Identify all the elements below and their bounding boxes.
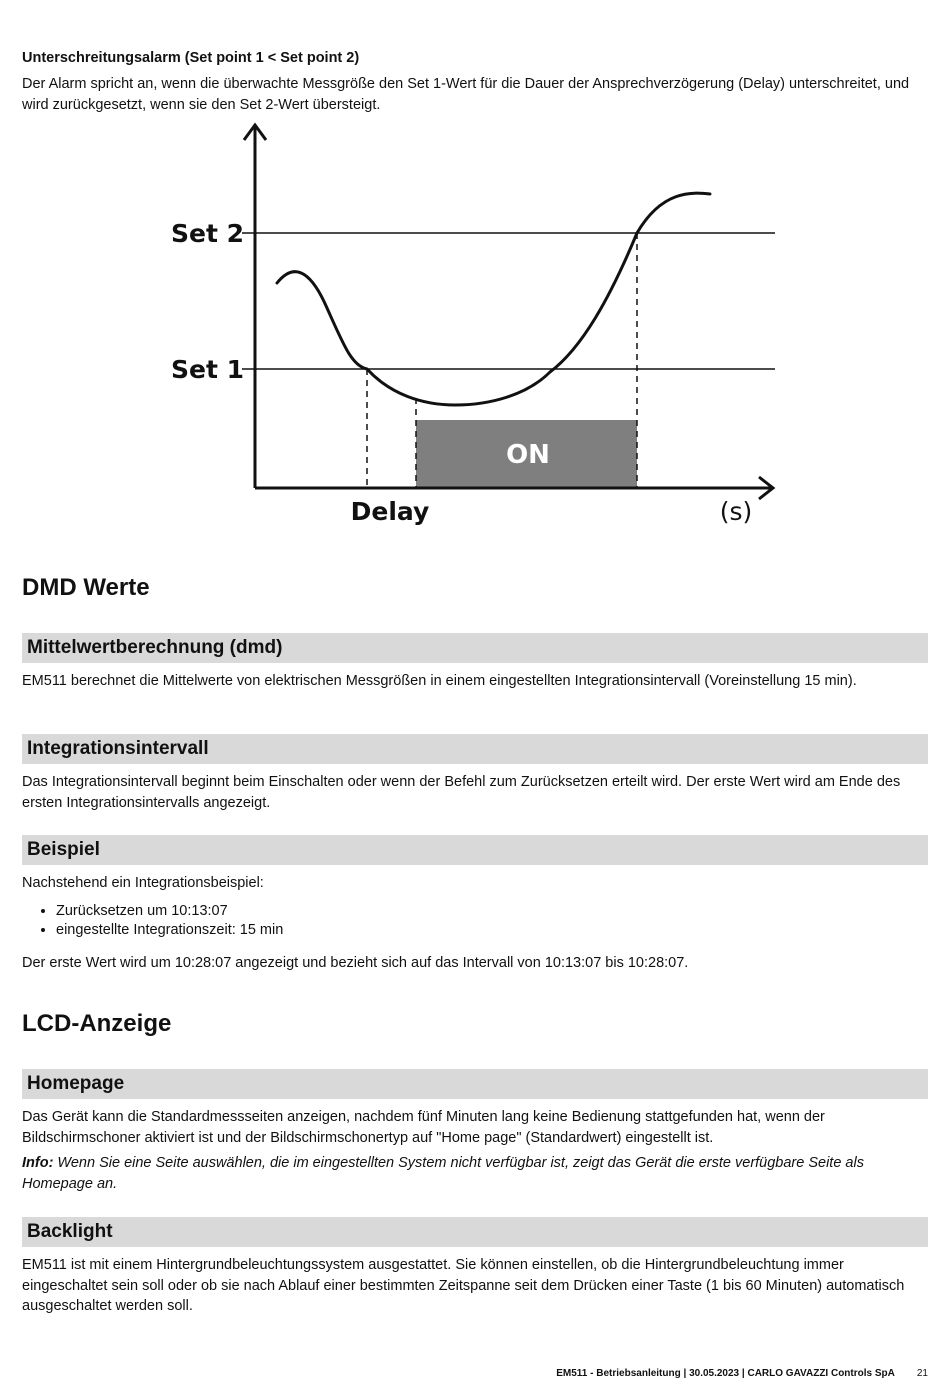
integration-text: Das Integrationsintervall beginnt beim Einschalten oder wenn der Befehl zum Zurücksetzen erteilt wird. Der erste Wert wird am Ende des ersten Integrationsintervalls angezeigt. [22, 774, 901, 811]
delay-label: Delay [350, 497, 430, 526]
info-label: Info: [22, 1155, 54, 1171]
homepage-info-note [22, 1153, 922, 1194]
measurement-curve [277, 193, 710, 405]
list-item: • eingestellte Integrationszeit: 15 min [56, 921, 283, 940]
lcd-section-title: LCD-Anzeige [22, 1010, 172, 1037]
beispiel-result: Der erste Wert wird um 10:28:07 angezeigt und bezieht sich auf das Intervall von 10:13:07 bis 10:28:07. [22, 955, 689, 971]
set2-label: Set 2 [171, 219, 245, 248]
alarm-description: Der Alarm spricht an, wenn die überwachte Messgröße den Set 1-Wert für die Dauer der Ansprechverzögerung (Delay) unterschreitet, und wird zurückgesetzt, wenn sie den Set 2-Wert übersteigt. [22, 76, 910, 113]
dmd-section-title: DMD Werte [22, 574, 150, 601]
backlight-heading: Backlight [22, 1217, 928, 1247]
beispiel-list [22, 902, 283, 940]
seconds-unit-label: (s) [719, 497, 753, 526]
homepage-text: Das Gerät kann die Standardmessseiten anzeigen, nachdem fünf Minuten lang keine Bedienung stattgefunden hat, wenn der Bildschirmschoner aktiviert ist und der Bildschirmschonertyp auf "Home page" (Standardwert) eingestellt ist. [22, 1109, 825, 1146]
backlight-text: EM511 ist mit einem Hintergrundbeleuchtungssystem ausgestattet. Sie können einstellen, ob die Hintergrundbeleuchtung immer eingeschaltet sein soll oder ob sie nach Ablauf einer bestimmten Zeitspanne seit dem Drücken einer Taste (1 bis 60 Minuten) automatisch ausgeschaltet werden soll. [22, 1257, 905, 1314]
page-number: 21 [916, 1368, 928, 1379]
set1-label: Set 1 [171, 355, 245, 384]
mittelwert-text: EM511 berechnet die Mittelwerte von elektrischen Messgrößen in einem eingestellten Integrationsintervall (Voreinstellung 15 min). [22, 673, 857, 689]
alarm-subheading: Unterschreitungsalarm (Set point 1 < Set point 2) [22, 50, 360, 66]
on-label: ON [506, 440, 550, 470]
beispiel-intro: Nachstehend ein Integrationsbeispiel: [22, 875, 264, 891]
homepage-heading: Homepage [22, 1069, 928, 1099]
alarm-diagram [22, 118, 928, 538]
integration-heading: Integrationsintervall [22, 734, 928, 764]
beispiel-heading: Beispiel [22, 835, 928, 865]
list-item: • Zurücksetzen um 10:13:07 [56, 902, 283, 921]
mittelwert-heading: Mittelwertberechnung (dmd) [22, 633, 928, 663]
page-footer [556, 1368, 928, 1379]
footer-text: EM511 - Betriebsanleitung | 30.05.2023 | CARLO GAVAZZI Controls SpA [556, 1368, 895, 1379]
info-text: Wenn Sie eine Seite auswählen, die im eingestellten System nicht verfügbar ist, zeigt das Gerät die erste verfügbare Seite als Homepage an. [22, 1155, 864, 1192]
